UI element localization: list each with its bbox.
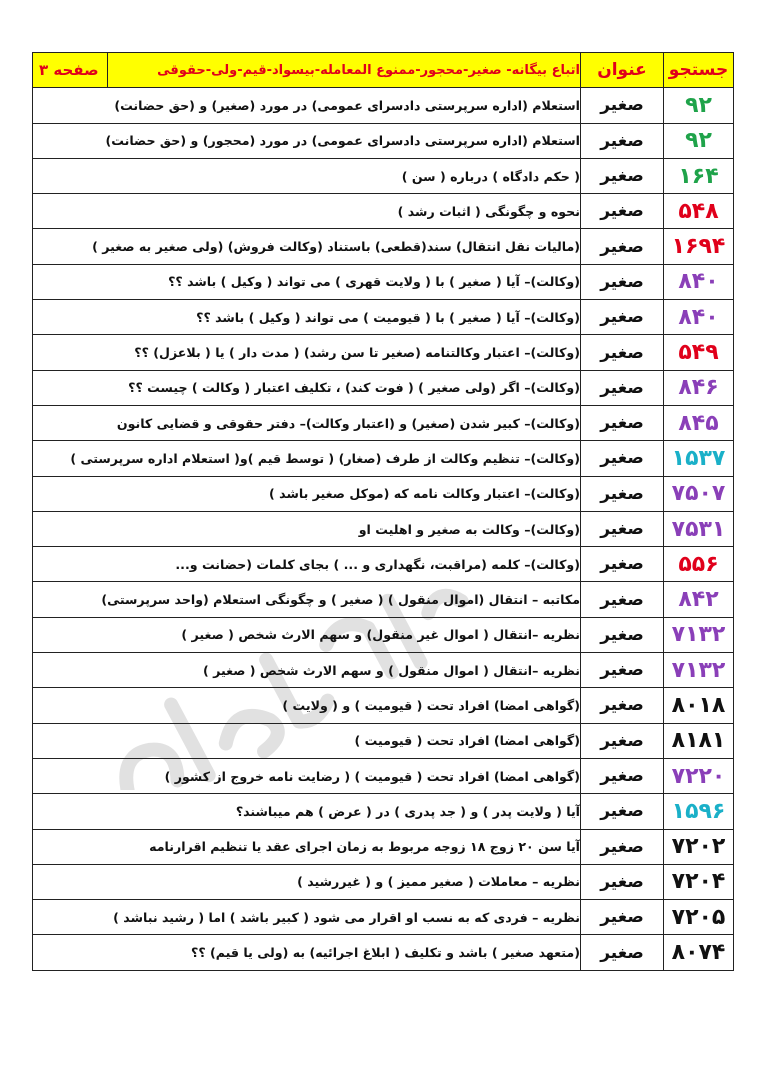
row-title: صغیر: [581, 158, 664, 193]
row-title: صغیر: [581, 264, 664, 299]
row-description: (وکالت)– اعتبار وکالتنامه (صغیر تا سن رشد) ( مدت دار ) یا ( بلاعزل) ؟؟: [33, 335, 581, 370]
row-title: صغیر: [581, 935, 664, 970]
row-description: (وکالت)– اعتبار وکالت نامه که (موکل صغیر باشد ): [33, 476, 581, 511]
table-row: [33, 229, 734, 264]
row-title: صغیر: [581, 547, 664, 582]
header-description: [33, 53, 581, 88]
table-row: [33, 264, 734, 299]
row-title: صغیر: [581, 88, 664, 123]
row-title: صغیر: [581, 758, 664, 793]
row-code: ۸۴۵: [664, 405, 734, 440]
row-code: ۸۴۶: [664, 370, 734, 405]
row-title: صغیر: [581, 229, 664, 264]
row-code: ۸۱۸۱: [664, 723, 734, 758]
row-title: صغیر: [581, 653, 664, 688]
row-description: نظریه – فردی که به نسب او اقرار می شود ( کبیر باشد ) اما ( رشید نباشد ): [33, 900, 581, 935]
table-row: [33, 300, 734, 335]
table-row: [33, 794, 734, 829]
row-code: ۷۱۳۲: [664, 653, 734, 688]
table-row: [33, 123, 734, 158]
header-title: عنوان: [581, 53, 664, 88]
table-row: [33, 935, 734, 970]
row-code: ۸۴۰: [664, 264, 734, 299]
row-description: نحوه و چگونگی ( اثبات رشد ): [33, 194, 581, 229]
table-row: [33, 405, 734, 440]
row-title: صغیر: [581, 441, 664, 476]
row-code: ۷۲۲۰: [664, 758, 734, 793]
row-description: (گواهی امضا) افراد تحت ( قیومیت ): [33, 723, 581, 758]
row-code: ۵۴۹: [664, 335, 734, 370]
table-row: [33, 476, 734, 511]
row-title: صغیر: [581, 511, 664, 546]
row-title: صغیر: [581, 370, 664, 405]
row-code: ۱۶۴: [664, 158, 734, 193]
row-description: ( حکم دادگاه ) درباره ( سن ): [33, 158, 581, 193]
table-row: [33, 335, 734, 370]
row-code: ۹۲: [664, 123, 734, 158]
row-description: آیا ( ولایت پدر ) و ( جد پدری ) در ( عرض ) هم میباشند؟: [33, 794, 581, 829]
row-description: آیا سن ۲۰ زوج ۱۸ زوجه مربوط به زمان اجرای عقد یا تنظیم اقرارنامه: [33, 829, 581, 864]
row-code: ۸۰۱۸: [664, 688, 734, 723]
table-row: [33, 158, 734, 193]
table-row: [33, 582, 734, 617]
row-description: نظریه – معاملات ( صغیر ممیز ) و ( غیررشید ): [33, 864, 581, 899]
table-row: [33, 88, 734, 123]
table-row: [33, 688, 734, 723]
row-description: (گواهی امضا) افراد تحت ( قیومیت ) و ( ولایت ): [33, 688, 581, 723]
row-title: صغیر: [581, 123, 664, 158]
row-description: استعلام (اداره سرپرستی دادسرای عمومی) در مورد (صغیر) و (حق حضانت): [33, 88, 581, 123]
row-code: ۷۲۰۴: [664, 864, 734, 899]
row-code: ۸۴۲: [664, 582, 734, 617]
row-code: ۷۵۳۱: [664, 511, 734, 546]
row-title: صغیر: [581, 300, 664, 335]
row-code: ۱۵۳۷: [664, 441, 734, 476]
row-code: ۸۰۷۴: [664, 935, 734, 970]
row-description: مکاتبه – انتقال (اموال منقول ) ( صغیر ) و چگونگی استعلام (واحد سرپرستی): [33, 582, 581, 617]
row-title: صغیر: [581, 617, 664, 652]
table-row: [33, 617, 734, 652]
table-row: [33, 864, 734, 899]
row-description: (وکالت)– کلمه (مراقبت، نگهداری و ... ) بجای کلمات (حضانت و...: [33, 547, 581, 582]
row-title: صغیر: [581, 688, 664, 723]
row-code: ۱۵۹۶: [664, 794, 734, 829]
table-row: [33, 370, 734, 405]
row-title: صغیر: [581, 194, 664, 229]
row-code: ۷۲۰۲: [664, 829, 734, 864]
table-row: [33, 653, 734, 688]
row-description: (وکالت)– تنظیم وکالت از طرف (صغار) ( توسط قیم )و( استعلام اداره سرپرستی ): [33, 441, 581, 476]
row-description: نظریه –انتقال ( اموال منقول ) و سهم الارث شخص ( صغیر ): [33, 653, 581, 688]
table-row: [33, 441, 734, 476]
row-description: (وکالت)– آیا ( صغیر ) با ( ولایت قهری ) می تواند ( وکیل ) باشد ؟؟: [33, 264, 581, 299]
row-description: (وکالت)– اگر (ولی صغیر ) ( فوت کند) ، تکلیف اعتبار ( وکالت ) چیست ؟؟: [33, 370, 581, 405]
row-title: صغیر: [581, 335, 664, 370]
row-description: (وکالت)– کبیر شدن (صغیر) و (اعتبار وکالت)– دفتر حقوقی و قضایی کانون: [33, 405, 581, 440]
table-row: [33, 758, 734, 793]
row-code: ۷۱۳۲: [664, 617, 734, 652]
row-title: صغیر: [581, 864, 664, 899]
row-description: (وکالت)– وکالت به صغیر و اهلیت او: [33, 511, 581, 546]
row-code: ۵۴۸: [664, 194, 734, 229]
row-description: نظریه –انتقال ( اموال غیر منقول) و سهم الارث شخص ( صغیر ): [33, 617, 581, 652]
row-code: ۷۵۰۷: [664, 476, 734, 511]
row-code: ۵۵۶: [664, 547, 734, 582]
row-code: ۷۲۰۵: [664, 900, 734, 935]
table-row: [33, 194, 734, 229]
row-title: صغیر: [581, 476, 664, 511]
row-description: استعلام (اداره سرپرستی دادسرای عمومی) در مورد (محجور) و (حق حضانت): [33, 123, 581, 158]
row-description: (گواهی امضا) افراد تحت ( قیومیت ) ( رضایت نامه خروج از کشور ): [33, 758, 581, 793]
row-code: ۹۲: [664, 88, 734, 123]
page-label: صفحه ۳: [33, 53, 108, 87]
row-title: صغیر: [581, 582, 664, 617]
row-title: صغیر: [581, 794, 664, 829]
table-row: [33, 829, 734, 864]
table-row: [33, 511, 734, 546]
header-description-text: اتباع بیگانه- صغیر-محجور-ممنوع المعامله-بیسواد-قیم-ولی-حقوقی: [157, 62, 580, 78]
row-code: ۸۴۰: [664, 300, 734, 335]
header-row: [33, 53, 734, 88]
table-body: [33, 88, 734, 970]
row-description: (وکالت)– آیا ( صغیر ) با ( قیومیت ) می تواند ( وکیل ) باشد ؟؟: [33, 300, 581, 335]
table-row: [33, 547, 734, 582]
index-table: [32, 52, 734, 971]
table-row: [33, 723, 734, 758]
table-row: [33, 900, 734, 935]
row-title: صغیر: [581, 405, 664, 440]
row-title: صغیر: [581, 900, 664, 935]
row-title: صغیر: [581, 829, 664, 864]
row-description: (متعهد صغیر ) باشد و تکلیف ( ابلاغ اجرائیه) به (ولی یا قیم) ؟؟: [33, 935, 581, 970]
row-description: (مالیات نقل انتقال) سند(قطعی) باستناد (وکالت فروش) (ولی صغیر به صغیر ): [33, 229, 581, 264]
header-code: جستجو: [664, 53, 734, 88]
row-title: صغیر: [581, 723, 664, 758]
row-code: ۱۶۹۴: [664, 229, 734, 264]
